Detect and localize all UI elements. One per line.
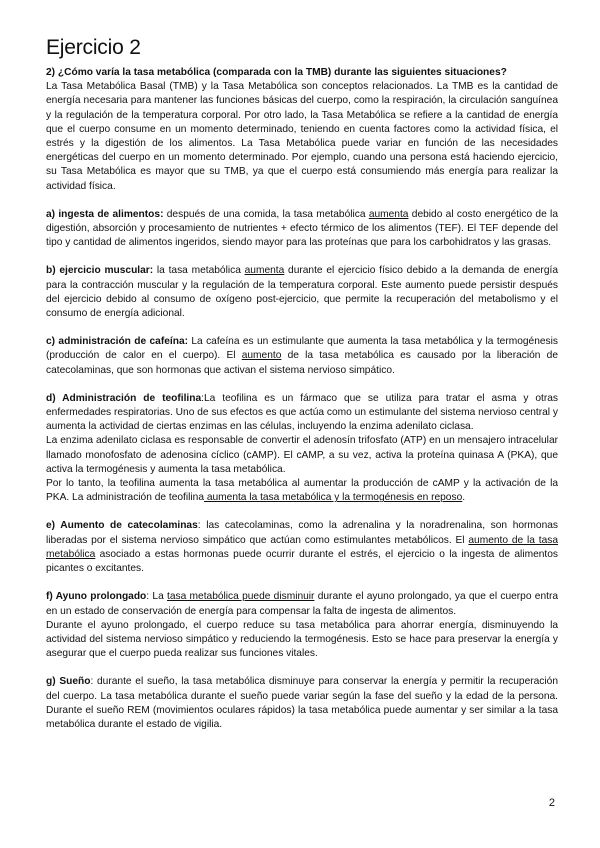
section-a [46,208,558,251]
section-c [46,335,558,378]
section-f-text-2: durante el ayuno prolongado, ya que el cuerpo entra en un estado de conservación de energía para compensar la falta de ingesta de alimentos. [46,591,559,617]
section-c-text-1: La cafeína es un estimulante que aumenta la tasa metabólica y la termogénesis (producción de calor en el cuerpo). El [46,336,558,362]
section-a-underline: aumenta [368,208,409,220]
section-d-label: d) Administración de teofilina [46,392,202,404]
section-f [46,590,558,661]
section-e-text-2: asociado a estas hormonas puede ocurrir durante el estrés, el ejercicio o la ingesta de alimentos picantes o excitantes. [46,548,558,575]
section-b-label: b) ejercicio muscular: [46,265,154,277]
section-d-end: . [462,492,466,504]
section-g-label: g) Sueño [46,676,91,688]
section-d-paragraph-2: La enzima adenilato ciclasa es responsable de convertir el adenosín trifosfato (ATP) en un mensajero intracelular llamado monofosfato de adenosina cíclico (cAMP). El cAMP, a su vez, activa la proteína quinasa A (PKA), que activa la termogénesis y aumenta la tasa metabólica. [46,435,558,475]
section-d [46,392,558,506]
page-title: Ejercicio 2 [46,36,141,59]
section-g-text-1: : durante el sueño, la tasa metabólica disminuye para conservar la energía y permitir la recuperación del cuerpo. La tasa metabólica durante el sueño puede variar según la fase del sueño y la edad de la persona. Durante el sueño REM (movimientos oculares rápidos) la tasa metabólica puede aumentar y ser similar a la tasa metabólica durante el estado de vigilia. [46,676,558,730]
section-f-underline: tasa metabólica puede disminuir [167,591,315,603]
section-d-paragraph-3: Por lo tanto, la teofilina aumenta la tasa metabólica al aumentar la producción de cAMP y la activación de la PKA. La administración de teofilina [46,478,558,504]
section-b-text-2: durante el ejercicio físico debido a la demanda de energía para la contracción muscular y la regulación de la temperatura corporal. Este aumento puede persistir después del ejercicio debido al consumo de oxígeno post-ejercicio, que permite la recuperación del metabolismo y el consumo de energía adicional. [46,265,558,320]
section-f-label: f) Ayuno prolongado [46,591,147,603]
section-c-text-2: de la tasa metabólica es causado por la liberación de catecolaminas, que son hormonas que activan el sistema nervioso simpático. [46,350,558,376]
section-f-text-1: : La [146,591,168,603]
section-f-paragraph-2: Durante el ayuno prolongado, el cuerpo reduce su tasa metabólica para ahorrar energía, disminuyendo la actividad del sistema nervioso simpático y reduciendo la termogénesis. Esto se hace para preservar la energía y asegurar que el cuerpo pueda realizar sus funciones vitales. [46,619,558,660]
page-number: 2 [548,797,555,809]
section-e-text-1: : las catecolaminas, como la adrenalina y la noradrenalina, son hormonas liberadas por el sistema nervioso simpático que actúan como estimulantes metabólicos. El [46,520,558,546]
section-b-text-1: la tasa metabólica [153,265,245,277]
section-d-underline: aumenta la tasa metabólica y la termogénesis en reposo [204,492,463,504]
section-a-text-1: después de una comida, la tasa metabólica [163,208,369,220]
section-e [46,519,558,576]
document-page [46,36,558,732]
section-a-label: a) ingesta de alimentos: [46,208,164,220]
question-heading: 2) ¿Cómo varía la tasa metabólica (comparada con la TMB) durante las siguientes situaciones? [46,67,507,78]
section-b-underline: aumenta [244,265,285,277]
section-e-label: e) Aumento de catecolaminas [46,520,198,532]
intro-paragraph: La Tasa Metabólica Basal (TMB) y la Tasa Metabólica son conceptos relacionados. La TMB es la cantidad de energía necesaria para mantener las funciones básicas del cuerpo, como la respiración, la circulación sanguínea y la regulación de la temperatura corporal. Por otro lado, la Tasa Metabólica se refiere a la cantidad de energía que el cuerpo consume en un momento determinado, teniendo en cuenta factores como la actividad física, el estrés y la digestión de los alimentos. La Tasa Metabólica puede variar en función de las necesidades energéticas del cuerpo en un momento determinado. Por ejemplo, cuando una persona está haciendo ejercicio, su Tasa Metabólica es mayor que su TMB, ya que el cuerpo está consumiendo más energía para realizar la actividad física. [46,81,558,192]
section-c-label: c) administración de cafeína: [46,336,189,348]
section-e-underline: aumento de la tasa metabólica [46,534,559,560]
section-g [46,675,558,732]
section-b [46,264,558,321]
section-c-underline: aumento [241,350,282,362]
section-a-text-2: debido al costo energético de la digestión, absorción y procesamiento de nutrientes + efecto térmico de los alimentos (TEF). El TEF depende del tipo y cantidad de alimentos ingeridos, siendo mayor para las proteínas que para los carbohidratos y las grasas. [46,208,558,249]
section-d-text-1: :La teofilina es un fármaco que se utiliza para tratar el asma y otras enfermedades respiratorias. Uno de sus efectos es que actúa como un estimulante del sistema nervioso central y aumenta la actividad de ciertas enzimas en las células, incluyendo la enzima adenilato ciclasa. [46,392,558,433]
